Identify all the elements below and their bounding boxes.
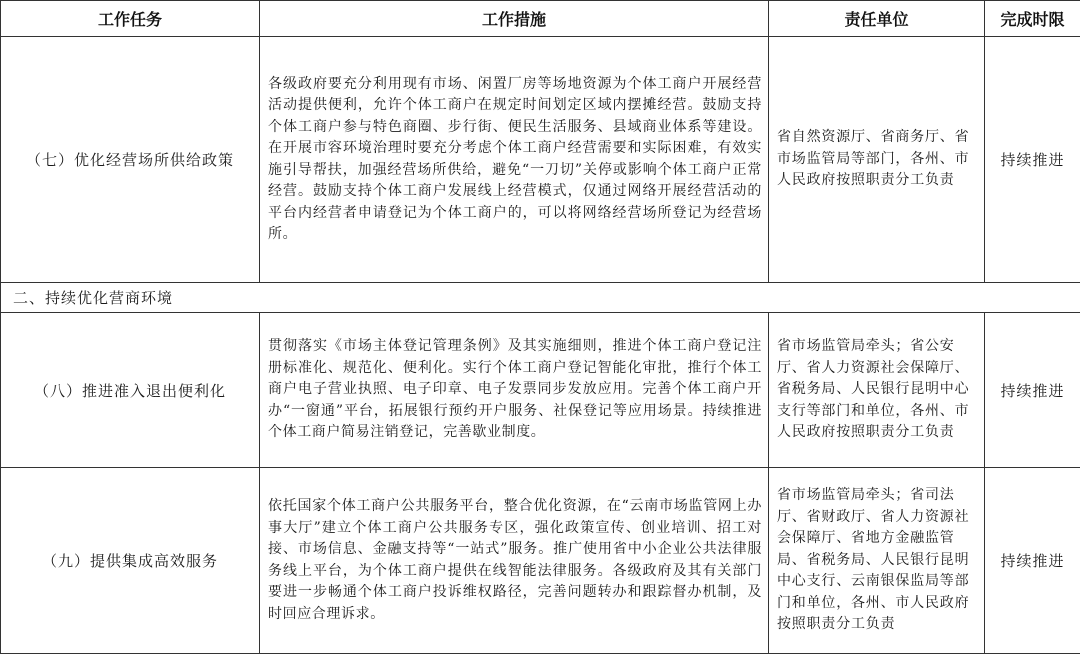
table-row (1, 468, 1080, 654)
header-task: 工作任务 (1, 1, 260, 37)
measure-cell: 贯彻落实《市场主体登记管理条例》及其实施细则，推进个体工商户登记注册标准化、规范化、便利化。实行个体工商户登记智能化审批，推行个体工商户电子营业执照、电子印章、电子发票同步发放应用。完善个体工商户开办“一窗通”平台，拓展银行预约开户服务、社保登记等应用场景。持续推进个体工商户简易注销登记，完善歇业制度。 (260, 313, 769, 468)
task-cell: （九）提供集成高效服务 (1, 468, 260, 654)
unit-cell: 省市场监管局牵头；省司法厅、省财政厅、省人力资源社会保障厅、省地方金融监管局、省税务局、人民银行昆明中心支行、云南银保监局等部门和单位，各州、市人民政府按照职责分工负责 (769, 468, 985, 654)
header-deadline: 完成时限 (985, 1, 1080, 37)
header-unit: 责任单位 (769, 1, 985, 37)
deadline-cell: 持续推进 (985, 468, 1080, 654)
deadline-cell: 持续推进 (985, 313, 1080, 468)
measure-cell: 依托国家个体工商户公共服务平台，整合优化资源，在“云南市场监管网上办事大厅”建立个体工商户公共服务专区，强化政策宣传、创业培训、招工对接、市场信息、金融支持等“一站式”服务。推广使用省中小企业公共法律服务线上平台，为个体工商户提供在线智能法律服务。各级政府及其有关部门要进一步畅通个体工商户投诉维权路径，完善问题转办和跟踪督办机制，及时回应合理诉求。 (260, 468, 769, 654)
deadline-cell: 持续推进 (985, 37, 1080, 283)
section-title: 二、持续优化营商环境 (1, 283, 1080, 313)
unit-cell: 省自然资源厅、省商务厅、省市场监管局等部门，各州、市人民政府按照职责分工负责 (769, 37, 985, 283)
header-measure: 工作措施 (260, 1, 769, 37)
unit-cell: 省市场监管局牵头；省公安厅、省人力资源社会保障厅、省税务局、人民银行昆明中心支行等部门和单位，各州、市人民政府按照职责分工负责 (769, 313, 985, 468)
table-row (1, 313, 1080, 468)
section-row (1, 283, 1080, 313)
task-cell: （七）优化经营场所供给政策 (1, 37, 260, 283)
measure-cell: 各级政府要充分利用现有市场、闲置厂房等场地资源为个体工商户开展经营活动提供便利，允许个体工商户在规定时间划定区域内摆摊经营。鼓励支持个体工商户参与特色商圈、步行街、便民生活服务、县域商业体系等建设。在开展市容环境治理时要充分考虑个体工商户经营需要和实际困难，有效实施引导帮扶，加强经营场所供给，避免“一刀切”关停或影响个体工商户正常经营。鼓励支持个体工商户发展线上经营模式，仅通过网络开展经营活动的平台内经营者申请登记为个体工商户的，可以将网络经营场所登记为经营场所。 (260, 37, 769, 283)
task-cell: （八）推进准入退出便利化 (1, 313, 260, 468)
header-row (1, 1, 1080, 37)
table-row (1, 37, 1080, 283)
